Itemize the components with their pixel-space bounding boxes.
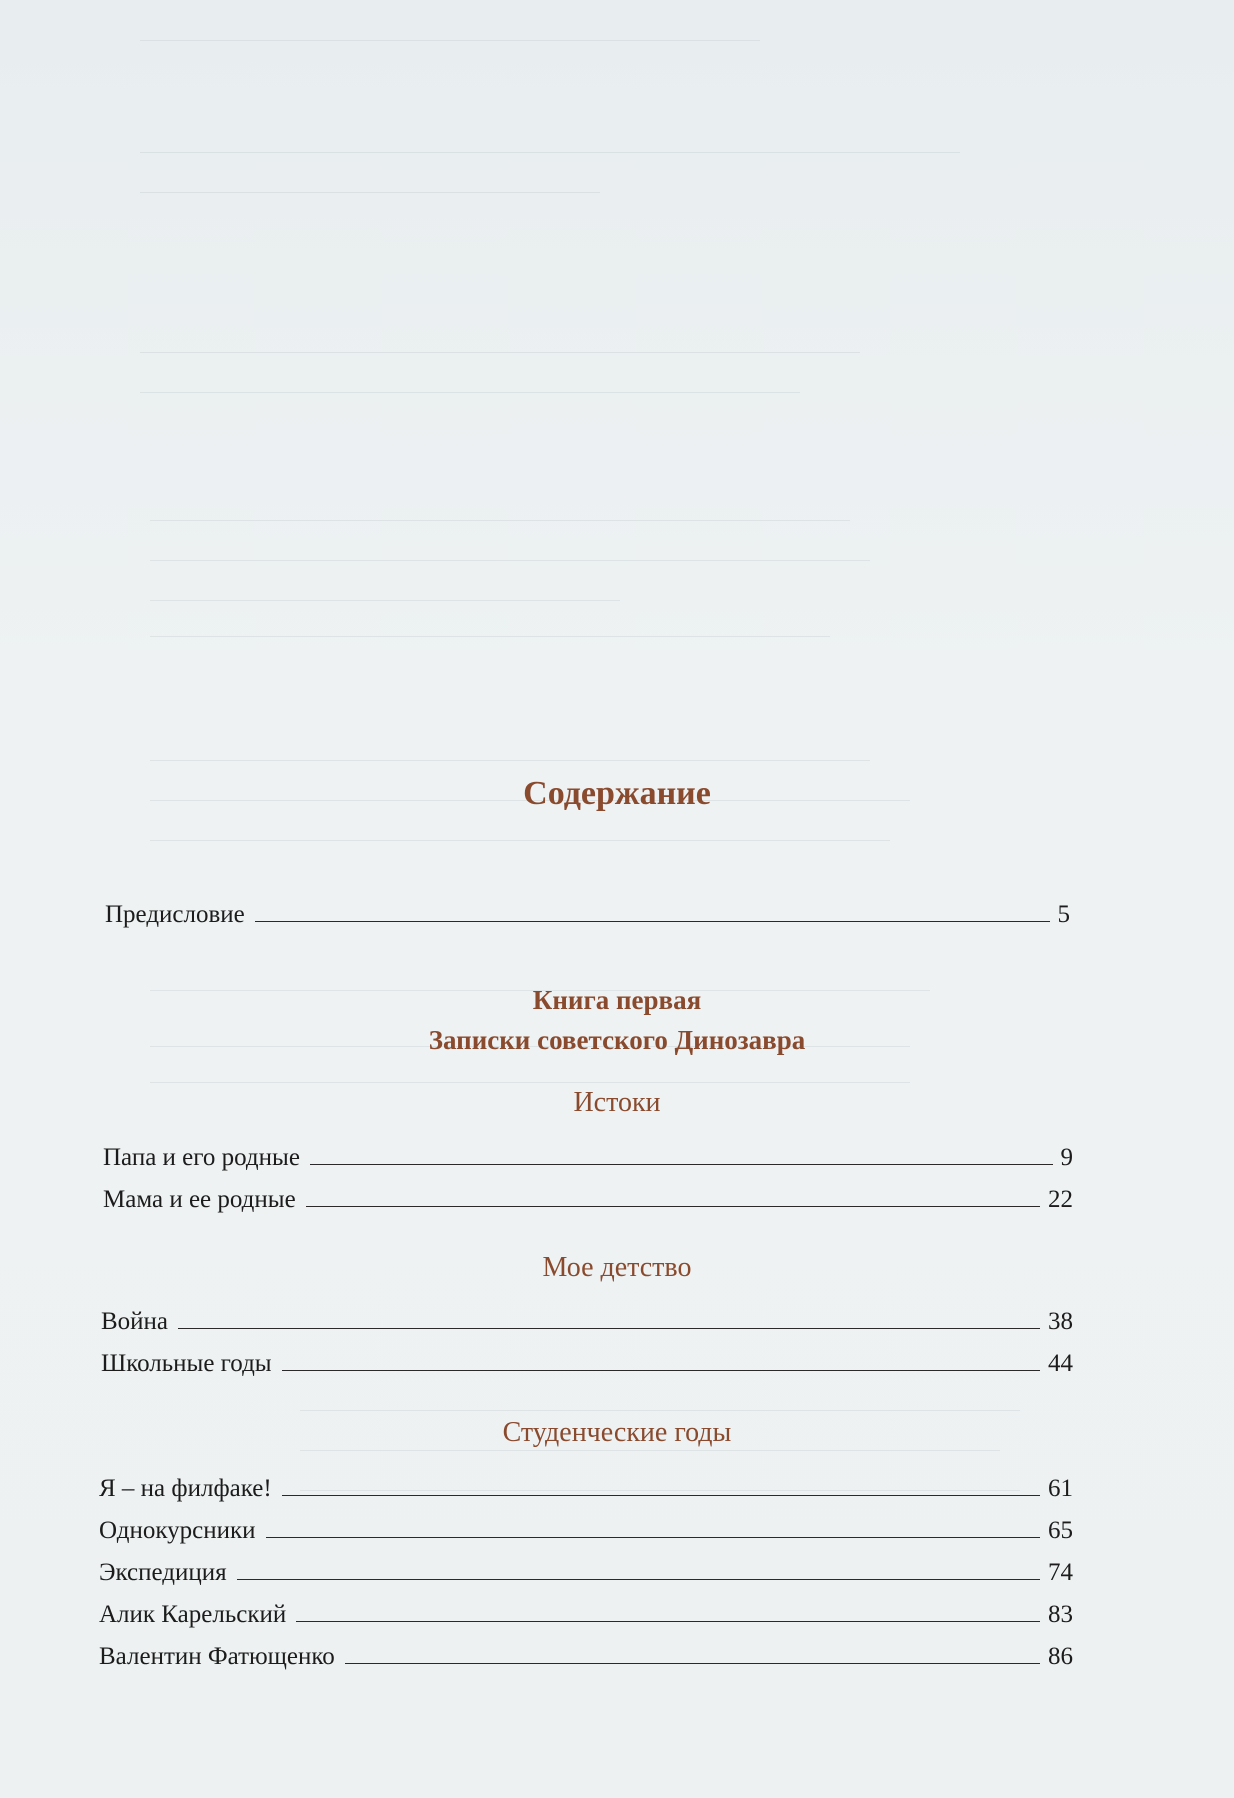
- dotted-leader: [282, 1370, 1040, 1371]
- section-title-istoki: Истоки: [573, 1087, 661, 1118]
- toc-entry-preface[interactable]: [105, 895, 1070, 929]
- entry-page: 38: [1048, 1308, 1073, 1335]
- entry-page: 74: [1048, 1559, 1073, 1586]
- dotted-leader: [306, 1206, 1040, 1207]
- entry-title: Однокурсники: [99, 1517, 256, 1544]
- entry-page: 86: [1048, 1643, 1073, 1670]
- toc-entry[interactable]: [103, 1138, 1073, 1172]
- section-title-childhood: Мое детство: [542, 1252, 692, 1283]
- entry-title: Предисловие: [105, 901, 245, 928]
- toc-entry[interactable]: [99, 1469, 1073, 1503]
- entry-title: Мама и ее родные: [103, 1186, 296, 1213]
- entry-title: Папа и его родные: [103, 1144, 300, 1171]
- toc-entry[interactable]: [101, 1344, 1073, 1378]
- entry-page: 65: [1048, 1517, 1073, 1544]
- entry-title: Война: [101, 1308, 169, 1335]
- book-label: Книга первая: [532, 985, 702, 1015]
- entry-title: Я – на филфаке!: [99, 1475, 272, 1502]
- book-title: Записки советского Динозавра: [428, 1025, 806, 1055]
- toc-entry[interactable]: [99, 1553, 1073, 1587]
- dotted-leader: [296, 1621, 1040, 1622]
- entry-page: 61: [1048, 1475, 1073, 1502]
- entry-page: 22: [1048, 1186, 1073, 1213]
- entry-title: Алик Карельский: [99, 1601, 287, 1628]
- dotted-leader: [255, 921, 1050, 922]
- entry-page: 9: [1060, 1144, 1073, 1171]
- dotted-leader: [266, 1537, 1041, 1538]
- entry-page: 44: [1048, 1350, 1073, 1377]
- dotted-leader: [282, 1495, 1040, 1496]
- dotted-leader: [237, 1579, 1040, 1580]
- dotted-leader: [310, 1164, 1053, 1165]
- toc-entry[interactable]: [99, 1595, 1073, 1629]
- entry-title: Валентин Фатющенко: [99, 1643, 335, 1670]
- entry-page: 5: [1057, 901, 1070, 928]
- dotted-leader: [345, 1663, 1040, 1664]
- section-title-student-years: Студенческие годы: [502, 1417, 732, 1448]
- entry-title: Школьные годы: [101, 1350, 272, 1377]
- entry-page: 83: [1048, 1601, 1073, 1628]
- toc-heading: Содержание: [523, 775, 711, 812]
- toc-entry[interactable]: [101, 1302, 1073, 1336]
- toc-entry[interactable]: [99, 1511, 1073, 1545]
- toc-entry[interactable]: [103, 1180, 1073, 1214]
- toc-entry[interactable]: [99, 1637, 1073, 1671]
- dotted-leader: [178, 1328, 1040, 1329]
- entry-title: Экспедиция: [99, 1559, 227, 1586]
